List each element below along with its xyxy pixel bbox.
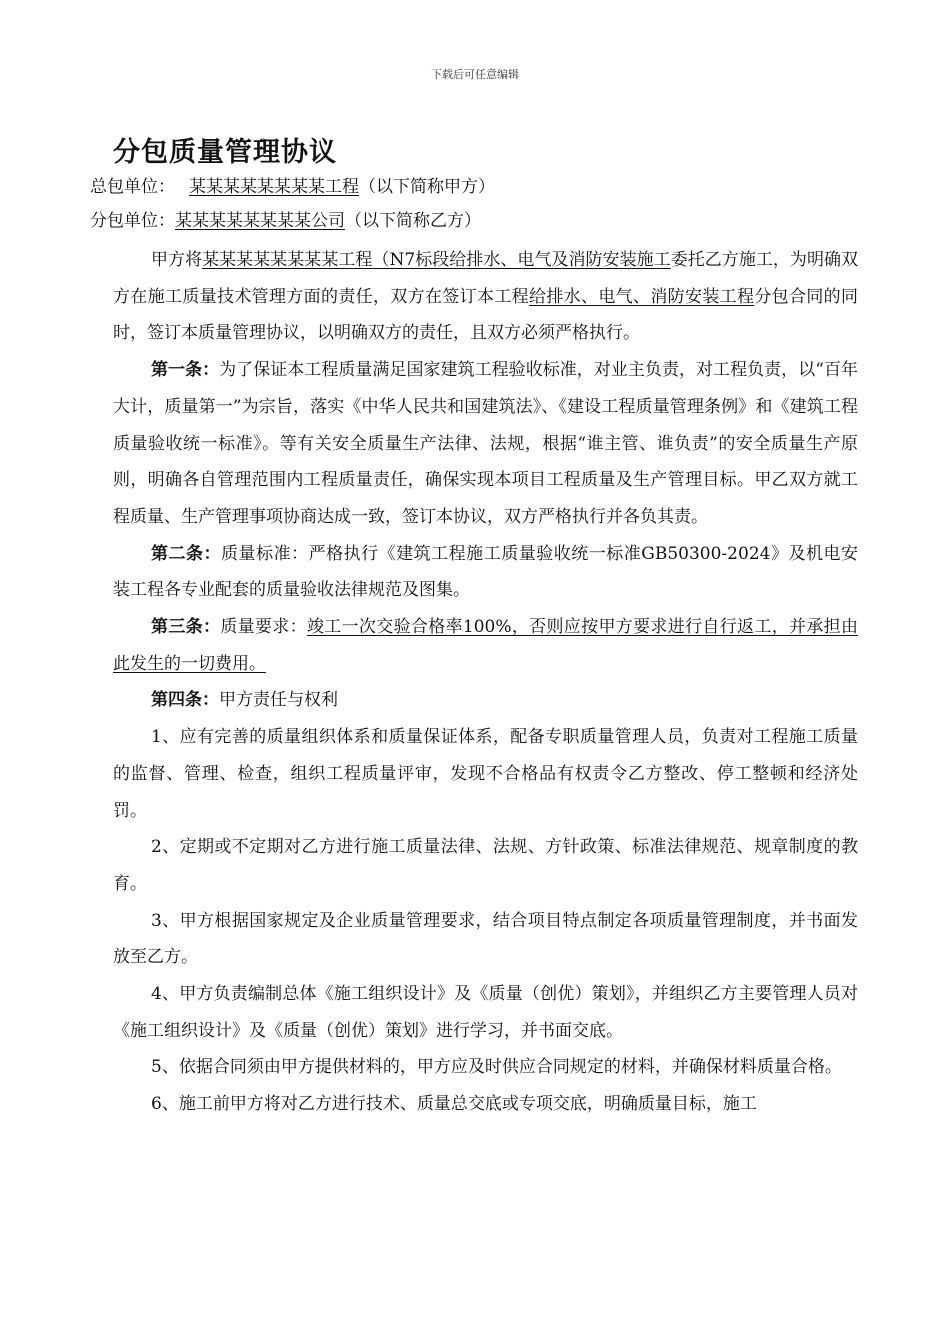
- subcontractor-label: 分包单位：: [90, 211, 175, 231]
- agreement-body: [113, 242, 858, 1123]
- document-title: 分包质量管理协议: [113, 137, 337, 168]
- article-3-heading: 第三条：: [151, 617, 221, 638]
- article-2: [113, 536, 858, 609]
- contractor-line: [90, 176, 495, 198]
- article-4-item: 4、甲方负责编制总体《施工组织设计》及《质量（创优）策划》，并组织乙方主要管理人员对《施工组织设计》及《质量（创优）策划》进行学习，并书面交底。: [113, 984, 858, 1041]
- article-4-item: 2、定期或不定期对乙方进行施工质量法律、法规、方针政策、标准法律规范、规章制度的教育。: [113, 837, 858, 894]
- article-1-heading: 第一条：: [151, 360, 220, 381]
- article-4-heading: 第四条：: [151, 690, 219, 711]
- article-4-item: 1、应有完善的质量组织体系和质量保证体系，配备专职质量管理人员，负责对工程施工质量的监督、管理、检查，组织工程质量评审，发现不合格品有权责令乙方整改、停工整顿和经济处罚。: [113, 727, 858, 821]
- intro-scope: 给排水、电气、消防安装工程: [529, 286, 755, 307]
- article-2-heading: 第二条：: [151, 543, 222, 564]
- article-1: [113, 352, 858, 536]
- article-4-item: 6、施工前甲方将对乙方进行技术、质量总交底或专项交底，明确质量目标，施工: [151, 1094, 757, 1115]
- intro-paragraph: [113, 242, 858, 352]
- subcontractor-line: [90, 210, 481, 232]
- contractor-name: 某某某某某某某某工程: [189, 177, 359, 197]
- article-2-text: 质量标准：严格执行《建筑工程施工质量验收统一标准GB50300-2024》及机电安装工程各专业配套的质量验收法律规范及图集。: [113, 543, 858, 601]
- subcontractor-suffix: （以下简称乙方）: [345, 211, 481, 231]
- article-3-label: 质量要求：: [220, 617, 307, 638]
- article-3-text: 竣工一次交验合格率100%，否则应按甲方要求进行自行返工，并承担由此发生的一切费用。: [113, 617, 859, 674]
- article-4-label: 甲方责任与权利: [219, 690, 338, 711]
- intro-text-3: 分包合同的同时，签订本质量管理协议，以明确双方的责任，且双方必须严格执行。: [113, 286, 859, 344]
- contractor-suffix: （以下简称甲方）: [359, 177, 495, 197]
- header-note: 下载后可任意编辑: [431, 68, 519, 81]
- article-1-text: 为了保证本工程质量满足国家建筑工程验收标准，对业主负责，对工程负责，以“百年大计，质量第一”为宗旨，落实《中华人民共和国建筑法》、《建设工程质量管理条例》和《建筑工程质量验收统一标准》。等有关安全质量生产法律、法规，根据“谁主管、谁负责”的安全质量生产原则，明确各自管理范围内工程质量责任，确保实现本项目工程质量及生产管理目标。甲乙双方就工程质量、生产管理事项协商达成一致，签订本协议，双方严格执行并各负其责。: [113, 360, 859, 527]
- subcontractor-name: 某某某某某某某某公司: [175, 211, 345, 231]
- contractor-label: 总包单位：: [90, 177, 175, 197]
- intro-project: 某某某某某某某某工程（N7标段给排水、电气及消防安装施工: [202, 250, 671, 270]
- intro-text-1: 甲方将: [151, 250, 203, 270]
- article-4: [113, 682, 858, 719]
- intro-text-2: 委托乙方施工，为明确双方在施工质量技术管理方面的责任，双方在签订本工程: [113, 250, 859, 307]
- article-3: [113, 609, 858, 682]
- article-4-item: 5、依据合同须由甲方提供材料的，甲方应及时供应合同规定的材料，并确保材料质量合格。: [151, 1057, 842, 1078]
- article-4-item: 3、甲方根据国家规定及企业质量管理要求，结合项目特点制定各项质量管理制度，并书面发放至乙方。: [113, 910, 858, 968]
